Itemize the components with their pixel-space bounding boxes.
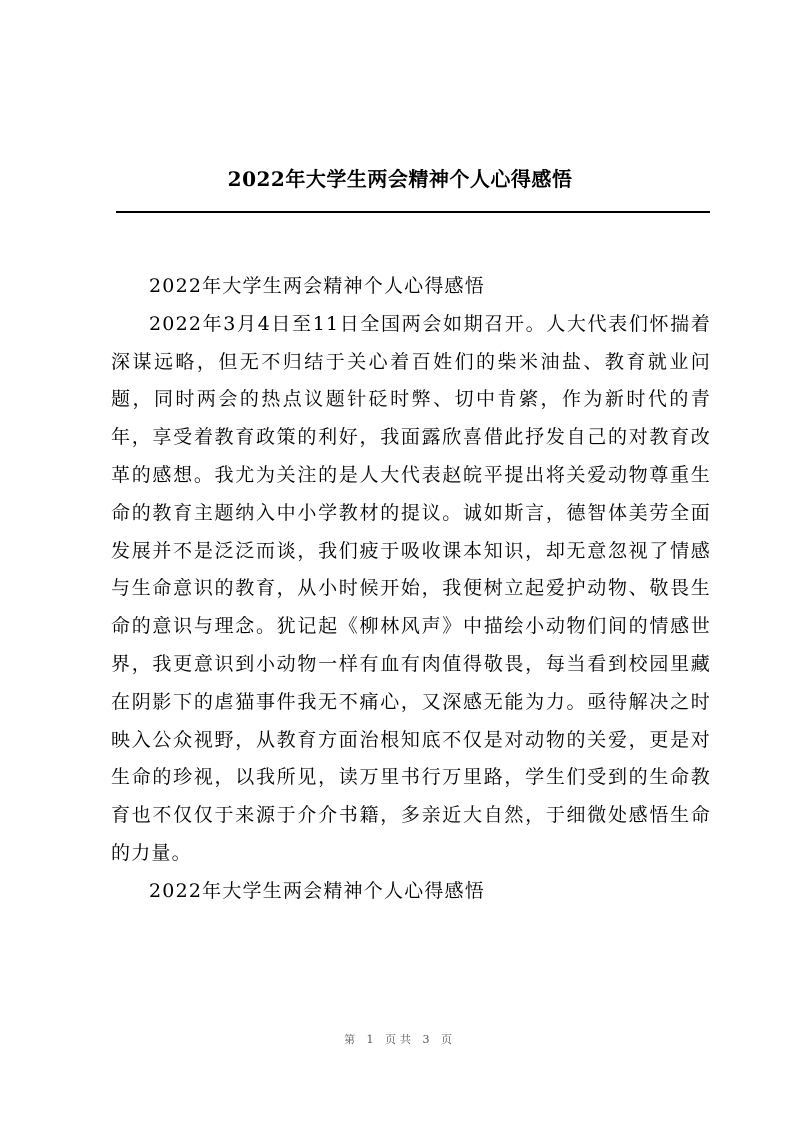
paragraph-main: 2022年3月4日至11日全国两会如期召开。人大代表们怀揣着深谋远略，但无不归结于关心着百姓们的柴米油盐、教育就业问题，同时两会的热点议题针砭时弊、切中肯綮，作为新时代的青年，享受着教育政策的利好，我面露欣喜借此抒发自己的对教育改革的感想。我尤为关注的是人大代表赵皖平提出将关爱动物尊重生命的教育主题纳入中小学教材的提议。诚如斯言，德智体美劳全面发展并不是泛泛而谈，我们疲于吸收课本知识，却无意忽视了情感与生命意识的教育，从小时候开始，我便树立起爱护动物、敬畏生命的意识与理念。犹记起《柳林风声》中描绘小动物们间的情感世界，我更意识到小动物一样有血有肉值得敬畏，每当看到校园里藏在阴影下的虐猫事件我无不痛心，又深感无能为力。亟待解决之时映入公众视野，从教育方面治根知底不仅是对动物的关爱，更是对生命的珍视，以我所见，读万里书行万里路，学生们受到的生命教育也不仅仅于来源于介介书籍，多亲近大自然，于细微处感悟生命的力量。 (111, 312, 711, 864)
page-number-footer: 第 1 页共 3 页 (344, 1033, 456, 1046)
document-body (111, 268, 711, 911)
paragraph-heading: 2022年大学生两会精神个人心得感悟 (149, 275, 485, 297)
title-divider (116, 211, 710, 213)
paragraph-repeat-heading: 2022年大学生两会精神个人心得感悟 (149, 879, 485, 902)
page-title: 2022年大学生两会精神个人心得感悟 (227, 167, 573, 191)
